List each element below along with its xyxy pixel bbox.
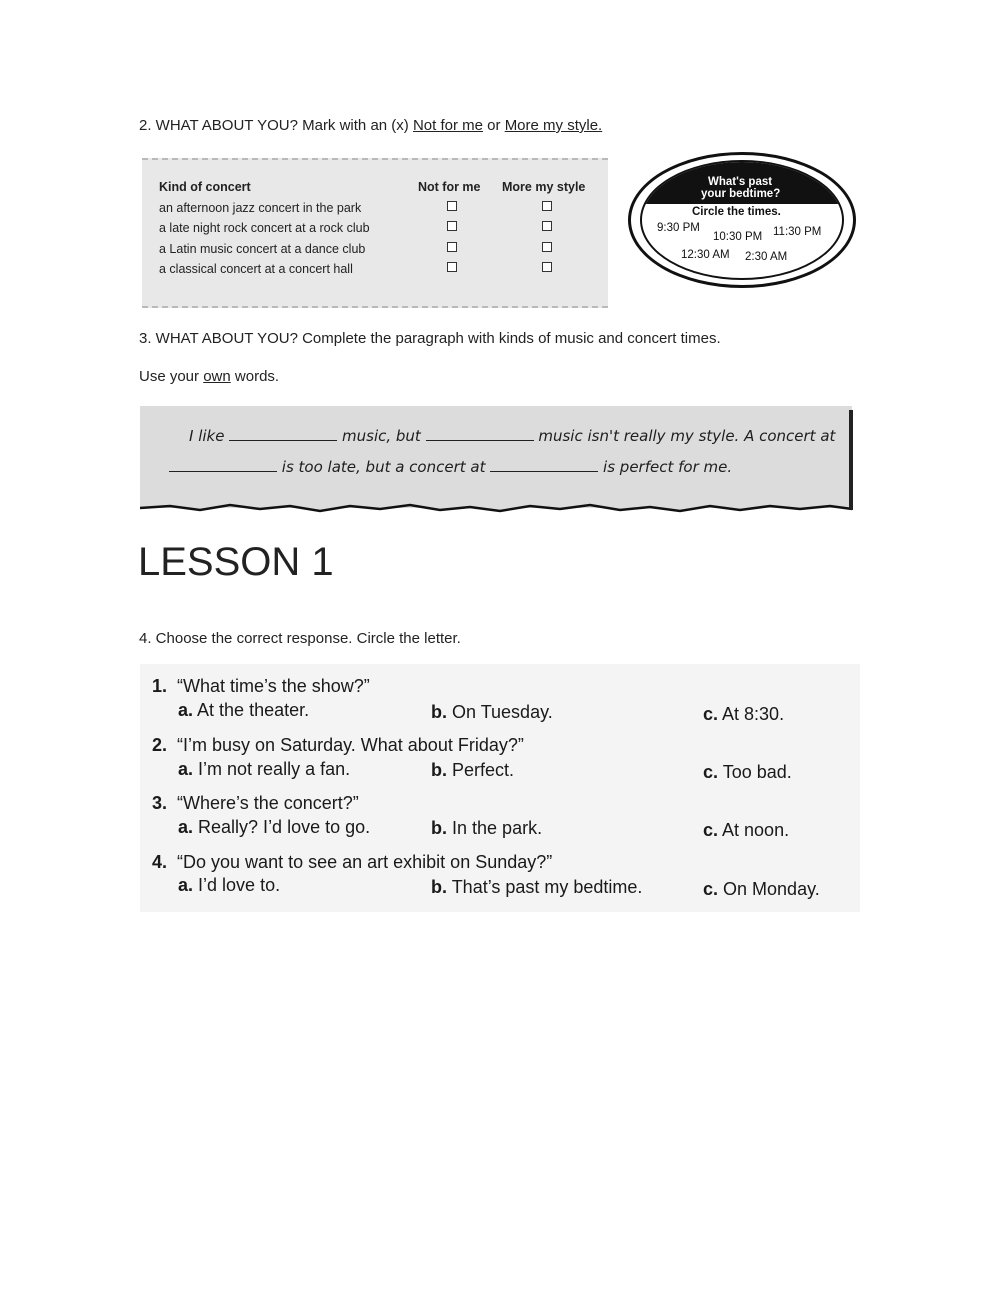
ex3-instruction-line2 [139,368,279,385]
paragraph-strip [140,406,852,508]
time-option[interactable]: 2:30 AM [745,251,788,263]
option-c[interactable] [703,704,784,725]
ex3-instruction: 3. WHAT ABOUT YOU? Complete the paragraph with kinds of music and concert times. [139,330,721,347]
question-number: 2. [152,735,168,755]
checkbox-more-my-style[interactable] [542,221,552,231]
badge-title-line1: What's past [708,176,773,188]
option-text: That’s past my bedtime. [451,877,643,897]
own-word: own [203,368,231,385]
table-row: a classical concert at a concert hall [159,262,353,276]
checkbox-not-for-me[interactable] [447,221,457,231]
option-c[interactable] [703,762,792,783]
answer-blank[interactable] [169,470,277,472]
option-text: I’m not really a fan. [198,759,351,779]
option-letter[interactable]: a. [178,875,194,895]
paragraph-line2 [169,458,732,476]
col-header-kind: Kind of concert [159,180,251,194]
question-text: “Do you want to see an art exhibit on Sunday?” [177,852,553,872]
option-letter[interactable]: b. [431,818,447,838]
option-letter[interactable]: b. [431,702,447,722]
question-text: “I’m busy on Saturday. What about Friday?” [177,735,524,755]
ex2-instruction-text: 2. WHAT ABOUT YOU? Mark with an (x) [139,117,413,134]
question-text: “What time’s the show?” [177,676,370,696]
paragraph-text: music isn't really my style. A concert at [538,427,836,445]
option-letter[interactable]: a. [178,759,194,779]
checkbox-more-my-style[interactable] [542,262,552,272]
torn-edge [140,500,854,520]
option-text: At 8:30. [722,704,785,724]
question-number: 1. [152,676,168,696]
option-text: Perfect. [452,760,515,780]
option-text: At the theater. [197,700,310,720]
option-text: In the park. [452,818,543,838]
more-my-style-label: More my style. [504,117,603,134]
paragraph-text: music, but [342,427,421,445]
option-c[interactable] [703,879,820,900]
option-letter[interactable]: b. [431,877,447,897]
question-prompt [152,793,359,814]
option-a[interactable] [178,700,309,721]
option-text: On Monday. [723,879,820,899]
ex2-instruction [139,117,602,134]
checkbox-not-for-me[interactable] [447,201,457,211]
option-b[interactable] [431,818,542,839]
badge-instruction: Circle the times. [692,206,781,218]
option-text: At noon. [722,820,790,840]
col-header-more-my-style: More my style [502,180,586,194]
question-number: 3. [152,793,168,813]
or-text: or [483,117,505,134]
option-a[interactable] [178,759,350,780]
option-b[interactable] [431,702,553,723]
table-row: a Latin music concert at a dance club [159,242,366,256]
option-letter[interactable]: a. [178,700,194,720]
option-letter[interactable]: c. [703,820,719,840]
option-letter[interactable]: c. [703,879,719,899]
time-option[interactable]: 10:30 PM [713,231,763,243]
lesson-heading: LESSON 1 [138,540,334,584]
answer-blank[interactable] [490,470,598,472]
option-letter[interactable]: b. [431,760,447,780]
option-text: On Tuesday. [452,702,553,722]
time-option[interactable]: 9:30 PM [657,222,700,234]
table-row: an afternoon jazz concert in the park [159,201,362,215]
option-a[interactable] [178,875,280,896]
option-text: Really? I’d love to go. [198,817,371,837]
time-option[interactable]: 12:30 AM [681,249,730,261]
option-b[interactable] [431,760,514,781]
answer-blank[interactable] [426,439,534,441]
option-b[interactable] [431,877,642,898]
question-number: 4. [152,852,168,872]
option-text: I’d love to. [198,875,281,895]
paragraph-line1 [189,427,835,445]
question-text: “Where’s the concert?” [177,793,359,813]
ex3-line2-prefix: Use your [139,368,204,385]
table-row: a late night rock concert at a rock club [159,221,370,235]
paragraph-text: is perfect for me. [603,458,733,476]
option-letter[interactable]: c. [703,762,719,782]
badge-title-line2: your bedtime? [701,188,781,200]
option-text: Too bad. [722,762,792,782]
paragraph-text: I like [189,427,225,445]
strip-right-edge [849,410,853,510]
checkbox-more-my-style[interactable] [542,201,552,211]
time-option[interactable]: 11:30 PM [773,226,822,238]
option-letter[interactable]: c. [703,704,719,724]
option-c[interactable] [703,820,789,841]
option-letter[interactable]: a. [178,817,194,837]
answer-blank[interactable] [229,439,337,441]
col-header-not-for-me: Not for me [418,180,481,194]
ex3-line2-suffix: words. [230,368,280,385]
ex4-instruction: 4. Choose the correct response. Circle the letter. [139,630,461,647]
checkbox-not-for-me[interactable] [447,262,457,272]
not-for-me-label: Not for me [412,117,483,134]
option-a[interactable] [178,817,370,838]
paragraph-text: is too late, but a concert at [281,458,486,476]
question-prompt [152,852,552,873]
checkbox-not-for-me[interactable] [447,242,457,252]
checkbox-more-my-style[interactable] [542,242,552,252]
question-prompt [152,735,524,756]
question-prompt [152,676,370,697]
